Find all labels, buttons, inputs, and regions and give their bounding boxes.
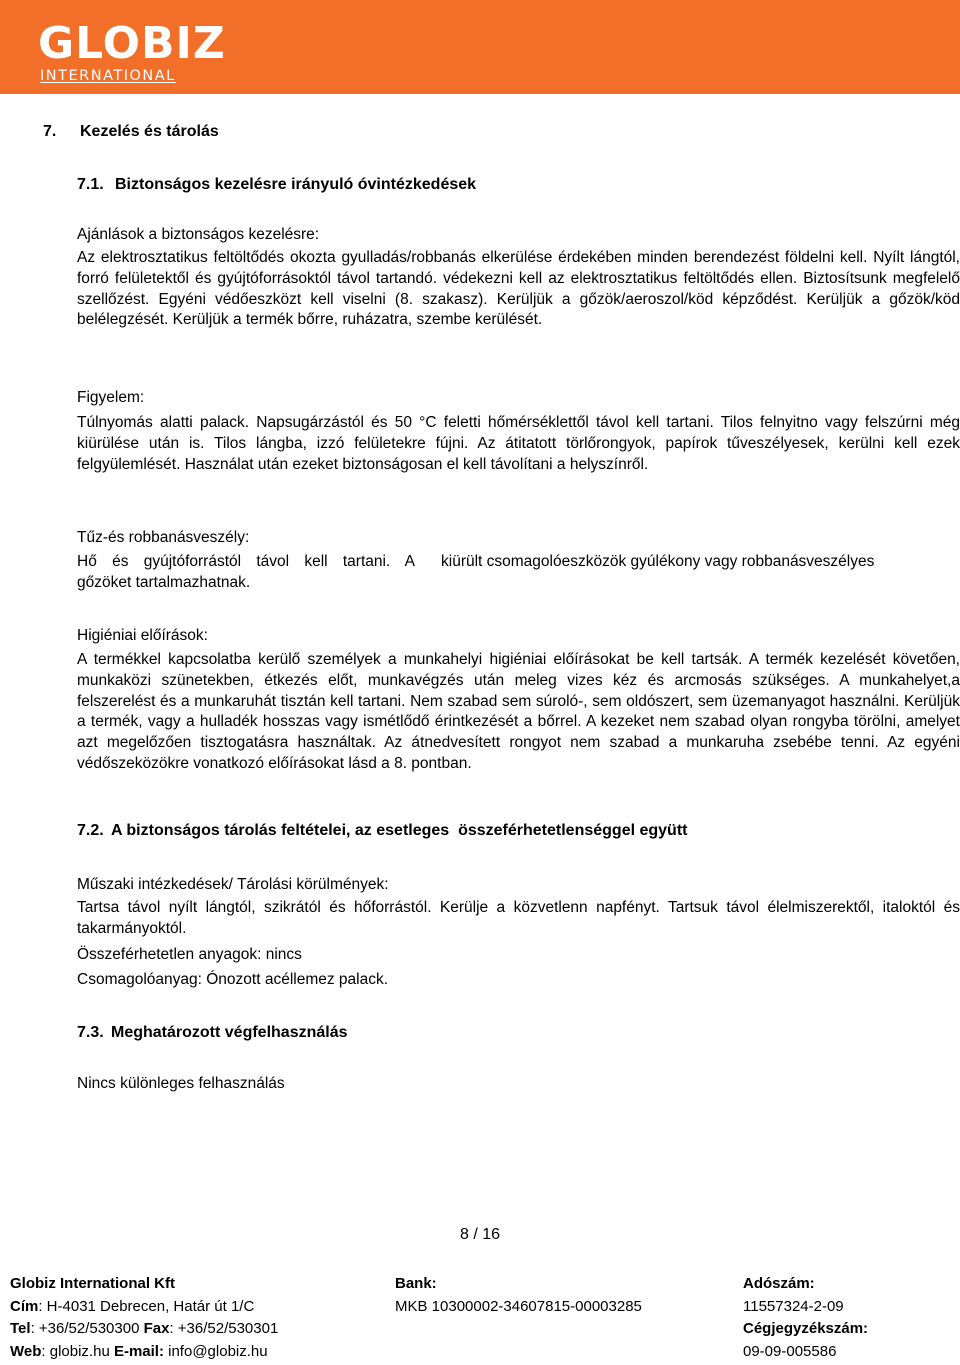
recommendations-label: Ajánlások a biztonságos kezelésre:: [77, 226, 320, 243]
attention-text: Túlnyomás alatti palack. Napsugárzástól és 50 °C feletti hőmérséklettől távol kell tartani. Tilos felnyitno vagy felszúrni még kiürülése után is. Tilos lángba, izzó felületekre fújni. Az átitatott törlőrongyok, papírok tűveszélyesek, kerülni kell ezek felgyülemlését. Használat után ezeket biztonságosan el kell távolítani a helyszínről.: [77, 414, 960, 473]
fire-label: Tűz-és robbanásveszély:: [77, 529, 250, 546]
footer-reg-number: 09-09-005586: [743, 1342, 837, 1360]
footer-tax-number: 11557324-2-09: [743, 1297, 844, 1315]
section-7-1-number: 7.1.: [77, 176, 104, 193]
footer-phone-fax: Tel: +36/52/530300 Fax: +36/52/530301: [10, 1320, 279, 1337]
header-banner: [0, 0, 960, 94]
footer-bank-info: [395, 1273, 642, 1318]
logo-sub-text: INTERNATIONAL: [40, 68, 176, 84]
footer-web-link[interactable]: : globiz.hu: [41, 1342, 114, 1360]
footer-company-info: [10, 1273, 278, 1363]
section-7-number: 7.: [43, 123, 57, 140]
footer-bank-label: Bank:: [395, 1275, 437, 1292]
fire-right-text: kiürült csomagolóeszközök gyúlékony vagy robbanásveszélyes: [441, 553, 875, 570]
section-7-title: Kezelés és tárolás: [80, 123, 219, 140]
page-number: 8 / 16: [459, 1226, 501, 1243]
section-7-3-title: Meghatározott végfelhasználás: [111, 1024, 348, 1041]
fire-left-line1: Hő és gyújtóforrástól távol kell tartani. A: [77, 553, 415, 570]
section-7-heading: [43, 123, 219, 141]
section-7-2-number: 7.2.: [77, 822, 104, 839]
section-7-1-title: Biztonságos kezelésre irányuló óvintézkedések: [115, 176, 477, 193]
end-use-text: Nincs különleges felhasználás: [77, 1075, 285, 1092]
footer-company-name: Globiz International Kft: [10, 1275, 175, 1292]
incompatible-materials: Összeférhetetlen anyagok: nincs: [77, 946, 302, 963]
footer-reg-label: Cégjegyzékszám:: [743, 1320, 869, 1337]
footer-bank-account: MKB 10300002-34607815-00003285: [395, 1297, 642, 1315]
company-logo: [38, 18, 226, 84]
section-7-1-heading: [77, 176, 476, 194]
fire-left-line2: gőzöket tartalmazhatnak.: [77, 574, 251, 591]
footer-email-link[interactable]: info@globiz.hu: [163, 1342, 268, 1360]
footer-tax-info: [743, 1273, 868, 1363]
packaging-material: Csomagolóanyag: Ónozott acéllemez palack.: [77, 971, 389, 988]
tech-text: Tartsa távol nyílt lángtól, szikrától és hőforrástól. Kerülje a közvetlenn napfényt. Tartsuk távol élelmiszerektől, italoktól és takarmányoktól.: [77, 899, 960, 937]
footer-web-email: Web: globiz.hu E-mail: info@globiz.hu: [10, 1342, 268, 1360]
section-7-2-title: A biztonságos tárolás feltételei, az esetleges összeférhetetlenséggel együtt: [111, 822, 688, 839]
recommendations-text: Az elektrosztatikus feltöltődés okozta gyulladás/robbanás elkerülése érdekében minden berendezést földelni kell. Nyílt lángtól, forró felületektől és gyújtóforrásoktól távol tartandó. védekezni kell az elektrosztatikus feltöltődés ellen. Biztosítsunk megfelelő szellőzést. Egyéni védőeszközt kell viselni (8. szakasz). Kerüljük a gőzök/aeroszol/köd képződést. Kerüljük a gőzök/köd belélegzését. Kerüljük a termék bőrre, ruházatra, szembe kerülését.: [77, 249, 960, 329]
tech-label: Műszaki intézkedések/ Tárolási körülmények:: [77, 876, 389, 893]
footer-tax-label: Adószám:: [743, 1275, 815, 1292]
section-7-3-heading: [77, 1024, 348, 1042]
logo-main-text: GLOBIZ: [38, 18, 226, 69]
footer-address: Cím: H-4031 Debrecen, Határ út 1/C: [10, 1297, 255, 1315]
section-7-3-number: 7.3.: [77, 1024, 104, 1041]
attention-label: Figyelem:: [77, 389, 145, 406]
hygiene-label: Higiéniai előírások:: [77, 627, 208, 644]
hygiene-text: A termékkel kapcsolatba kerülő személyek a munkahelyi higiéniai előírásokat be kell tartsák. A termék kezelését követően, munkaközi szünetekben, étkezés előt, munkavégzés után meleg vizes kéz és arcmosás szükséges. A munkahelyet,a felszerelést és a munkaruhát tisztán kell tartani. Nem szabad sem súroló-, sem oldószert, sem üzemanyagot használni. Kerüljük a termék, vagy a hulladék hosszas vagy ismétlődő érintkezését a bőrrel. A kezeket nem szabad olyan rongyba törölni, amelyet azt megelőzően tisztogatásra használtak. Az átnedvesített rongyot nem szabad a munkaruha zsebébe tenni. Az egyéni védőszeközökre vonatkozó előírásokat lásd a 8. pontban.: [77, 651, 960, 772]
section-7-2-heading: [77, 822, 687, 840]
